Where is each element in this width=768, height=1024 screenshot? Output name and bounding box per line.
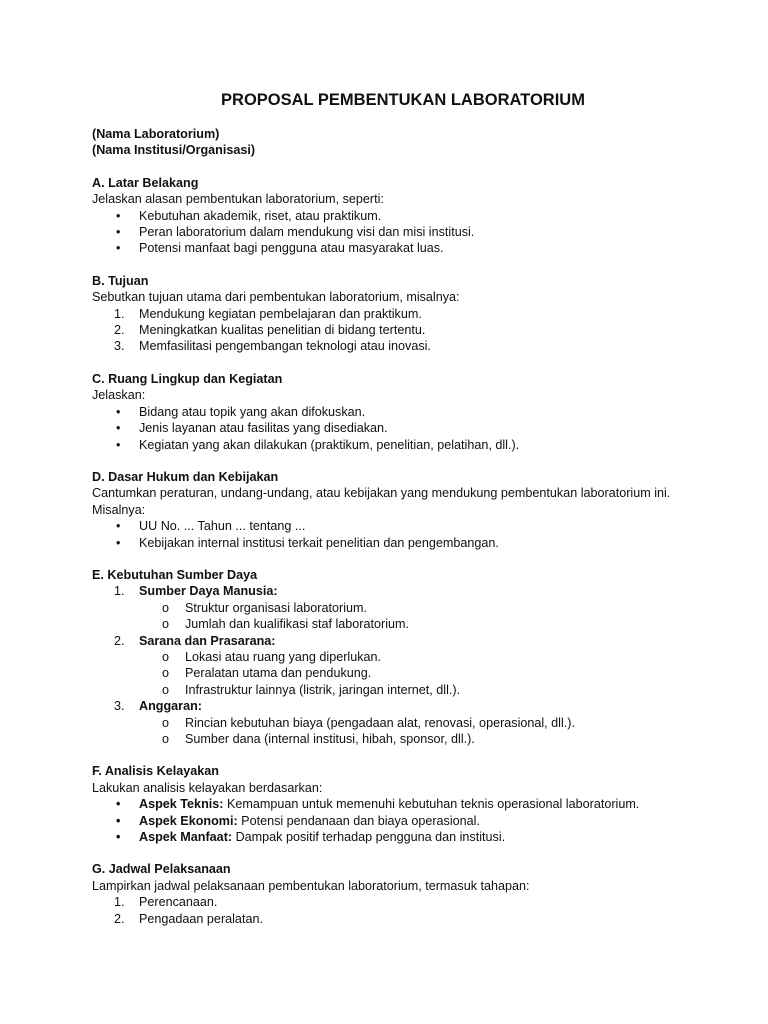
- list-item: [92, 911, 708, 927]
- section-heading: G. Jadwal Pelaksanaan: [92, 862, 231, 877]
- list-item-label: Sarana dan Prasarana:: [139, 633, 276, 648]
- sub-item: [92, 649, 708, 665]
- list-item: [92, 518, 708, 534]
- bullet-icon: •: [116, 404, 121, 419]
- bullet-icon: •: [116, 437, 121, 452]
- list-item-label: Aspek Manfaat:: [139, 830, 233, 845]
- circle-bullet-icon: o: [162, 617, 170, 632]
- section-heading: F. Analisis Kelayakan: [92, 764, 219, 779]
- section-dasar-hukum: [92, 469, 708, 551]
- section-intro: Jelaskan:: [92, 388, 146, 403]
- list-item: [92, 338, 708, 354]
- list-item-text: Kebutuhan akademik, riset, atau praktikum.: [139, 208, 382, 223]
- list-item: [92, 698, 708, 747]
- list-item-text: Meningkatkan kualitas penelitian di bidang tertentu.: [139, 323, 426, 338]
- sub-item-text: Rincian kebutuhan biaya (pengadaan alat, renovasi, operasional, dll.).: [185, 715, 575, 730]
- bullet-icon: •: [116, 421, 121, 436]
- sub-item: [92, 715, 708, 731]
- list-item: [92, 829, 708, 845]
- circle-bullet-icon: o: [162, 666, 170, 681]
- section-intro: Jelaskan alasan pembentukan laboratorium, seperti:: [92, 192, 384, 207]
- list-item: [92, 420, 708, 436]
- section-intro: Cantumkan peraturan, undang-undang, atau kebijakan yang mendukung pembentukan laboratorium ini. Misalnya:: [92, 486, 671, 517]
- list-item: [92, 306, 708, 322]
- item-number: 1.: [114, 584, 125, 599]
- section-kebutuhan-sumber-daya: [92, 567, 708, 747]
- bullet-icon: •: [116, 519, 121, 534]
- list-item-label: Aspek Ekonomi:: [139, 813, 238, 828]
- list-item: [92, 894, 708, 910]
- list-item: [92, 583, 708, 632]
- list-item-label: Anggaran:: [139, 699, 202, 714]
- circle-bullet-icon: o: [162, 649, 170, 664]
- list-item-text: Potensi manfaat bagi pengguna atau masyarakat luas.: [139, 241, 444, 256]
- list-item-text: Kebijakan internal institusi terkait penelitian dan pengembangan.: [139, 535, 499, 550]
- list-item: [92, 240, 708, 256]
- numbered-list: [92, 583, 708, 747]
- item-number: 3.: [114, 339, 125, 354]
- list-item-text: Bidang atau topik yang akan difokuskan.: [139, 404, 366, 419]
- section-latar-belakang: [92, 175, 708, 257]
- list-item: [92, 224, 708, 240]
- bullet-icon: •: [116, 535, 121, 550]
- list-item: [92, 633, 708, 699]
- list-item-text: Jenis layanan atau fasilitas yang disediakan.: [139, 421, 388, 436]
- section-heading: C. Ruang Lingkup dan Kegiatan: [92, 371, 283, 386]
- section-intro: Sebutkan tujuan utama dari pembentukan laboratorium, misalnya:: [92, 290, 460, 305]
- bullet-icon: •: [116, 813, 121, 828]
- bullet-icon: •: [116, 208, 121, 223]
- section-analisis-kelayakan: [92, 763, 708, 845]
- bullet-icon: •: [116, 830, 121, 845]
- list-item-text: Dampak positif terhadap pengguna dan institusi.: [232, 830, 506, 845]
- list-item-text: UU No. ... Tahun ... tentang ...: [139, 519, 306, 534]
- sub-item: [92, 665, 708, 681]
- list-item: [92, 208, 708, 224]
- circle-bullet-icon: o: [162, 715, 170, 730]
- list-item-text: Potensi pendanaan dan biaya operasional.: [237, 813, 480, 828]
- bullet-icon: •: [116, 797, 121, 812]
- list-item: [92, 322, 708, 338]
- bullet-list: [92, 208, 708, 257]
- sub-item: [92, 616, 708, 632]
- list-item-text: Kegiatan yang akan dilakukan (praktikum, penelitian, pelatihan, dll.).: [139, 437, 520, 452]
- institution-name-line: (Nama Institusi/Organisasi): [92, 143, 256, 158]
- item-number: 1.: [114, 306, 125, 321]
- list-item: [92, 796, 708, 812]
- section-intro: Lakukan analisis kelayakan berdasarkan:: [92, 780, 323, 795]
- list-item-text: Kemampuan untuk memenuhi kebutuhan teknis operasional laboratorium.: [223, 797, 640, 812]
- sub-item-text: Lokasi atau ruang yang diperlukan.: [185, 649, 382, 664]
- bullet-list: [92, 518, 708, 551]
- sub-item-text: Infrastruktur lainnya (listrik, jaringan internet, dll.).: [185, 682, 461, 697]
- list-item-text: Mendukung kegiatan pembelajaran dan praktikum.: [139, 306, 422, 321]
- bullet-list: [92, 404, 708, 453]
- item-number: 2.: [114, 911, 125, 926]
- list-item-text: Peran laboratorium dalam mendukung visi dan misi institusi.: [139, 225, 475, 240]
- list-item: [92, 535, 708, 551]
- section-heading: A. Latar Belakang: [92, 175, 199, 190]
- sub-item: [92, 731, 708, 747]
- item-number: 1.: [114, 895, 125, 910]
- list-item-text: Memfasilitasi pengembangan teknologi atau inovasi.: [139, 339, 431, 354]
- list-item: [92, 813, 708, 829]
- list-item: [92, 437, 708, 453]
- numbered-list: [92, 306, 708, 355]
- list-item-text: Perencanaan.: [139, 895, 218, 910]
- list-item-label: Aspek Teknis:: [139, 797, 224, 812]
- sub-item: [92, 682, 708, 698]
- item-number: 3.: [114, 699, 125, 714]
- section-intro: Lampirkan jadwal pelaksanaan pembentukan laboratorium, termasuk tahapan:: [92, 878, 530, 893]
- section-jadwal-pelaksanaan: [92, 861, 708, 927]
- circle-bullet-icon: o: [162, 682, 170, 697]
- section-heading: E. Kebutuhan Sumber Daya: [92, 567, 258, 582]
- section-heading: D. Dasar Hukum dan Kebijakan: [92, 469, 279, 484]
- list-item-label: Sumber Daya Manusia:: [139, 584, 278, 599]
- section-heading: B. Tujuan: [92, 273, 149, 288]
- list-item: [92, 404, 708, 420]
- sub-item-text: Sumber dana (internal institusi, hibah, sponsor, dll.).: [185, 732, 475, 746]
- sub-item-text: Struktur organisasi laboratorium.: [185, 600, 367, 615]
- circle-bullet-icon: o: [162, 732, 170, 746]
- section-ruang-lingkup: [92, 371, 708, 453]
- lab-name-line: (Nama Laboratorium): [92, 127, 220, 141]
- bullet-icon: •: [116, 241, 121, 256]
- sub-item-text: Peralatan utama dan pendukung.: [185, 666, 372, 681]
- bullet-list: [92, 796, 708, 845]
- item-number: 2.: [114, 633, 125, 648]
- bullet-icon: •: [116, 225, 121, 240]
- circle-bullet-icon: o: [162, 600, 170, 615]
- numbered-list: [92, 894, 708, 927]
- sub-item: [92, 600, 708, 616]
- list-item-text: Pengadaan peralatan.: [139, 911, 263, 926]
- section-tujuan: [92, 273, 708, 355]
- sub-item-text: Jumlah dan kualifikasi staf laboratorium.: [185, 617, 409, 632]
- item-number: 2.: [114, 323, 125, 338]
- document-title: PROPOSAL PEMBENTUKAN LABORATORIUM: [221, 91, 585, 109]
